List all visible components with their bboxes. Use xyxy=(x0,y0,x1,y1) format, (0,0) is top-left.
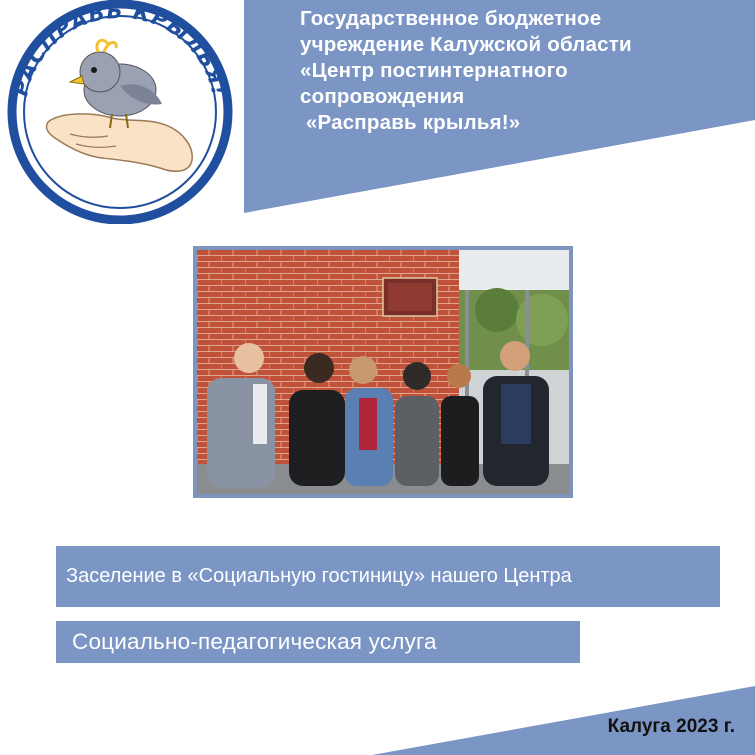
organization-title xyxy=(300,6,750,136)
title-line-4: сопровождения xyxy=(300,85,465,108)
event-banner: Заселение в «Социальную гостиницу» нашего Центра xyxy=(56,546,720,607)
title-line-2: учреждение Калужской области xyxy=(300,33,632,56)
logo-text: РАСПРАВЬ КРЫЛЬЯ! xyxy=(8,0,232,99)
title-line-1: Государственное бюджетное xyxy=(300,7,602,30)
service-banner: Социально-педагогическая услуга xyxy=(56,621,580,663)
group-photo xyxy=(197,250,569,494)
title-line-3: «Центр постинтернатного xyxy=(300,59,568,82)
city-year: Калуга 2023 г. xyxy=(607,716,735,737)
organization-logo xyxy=(0,0,240,224)
title-line-5: «Расправь крылья!» xyxy=(300,111,521,134)
